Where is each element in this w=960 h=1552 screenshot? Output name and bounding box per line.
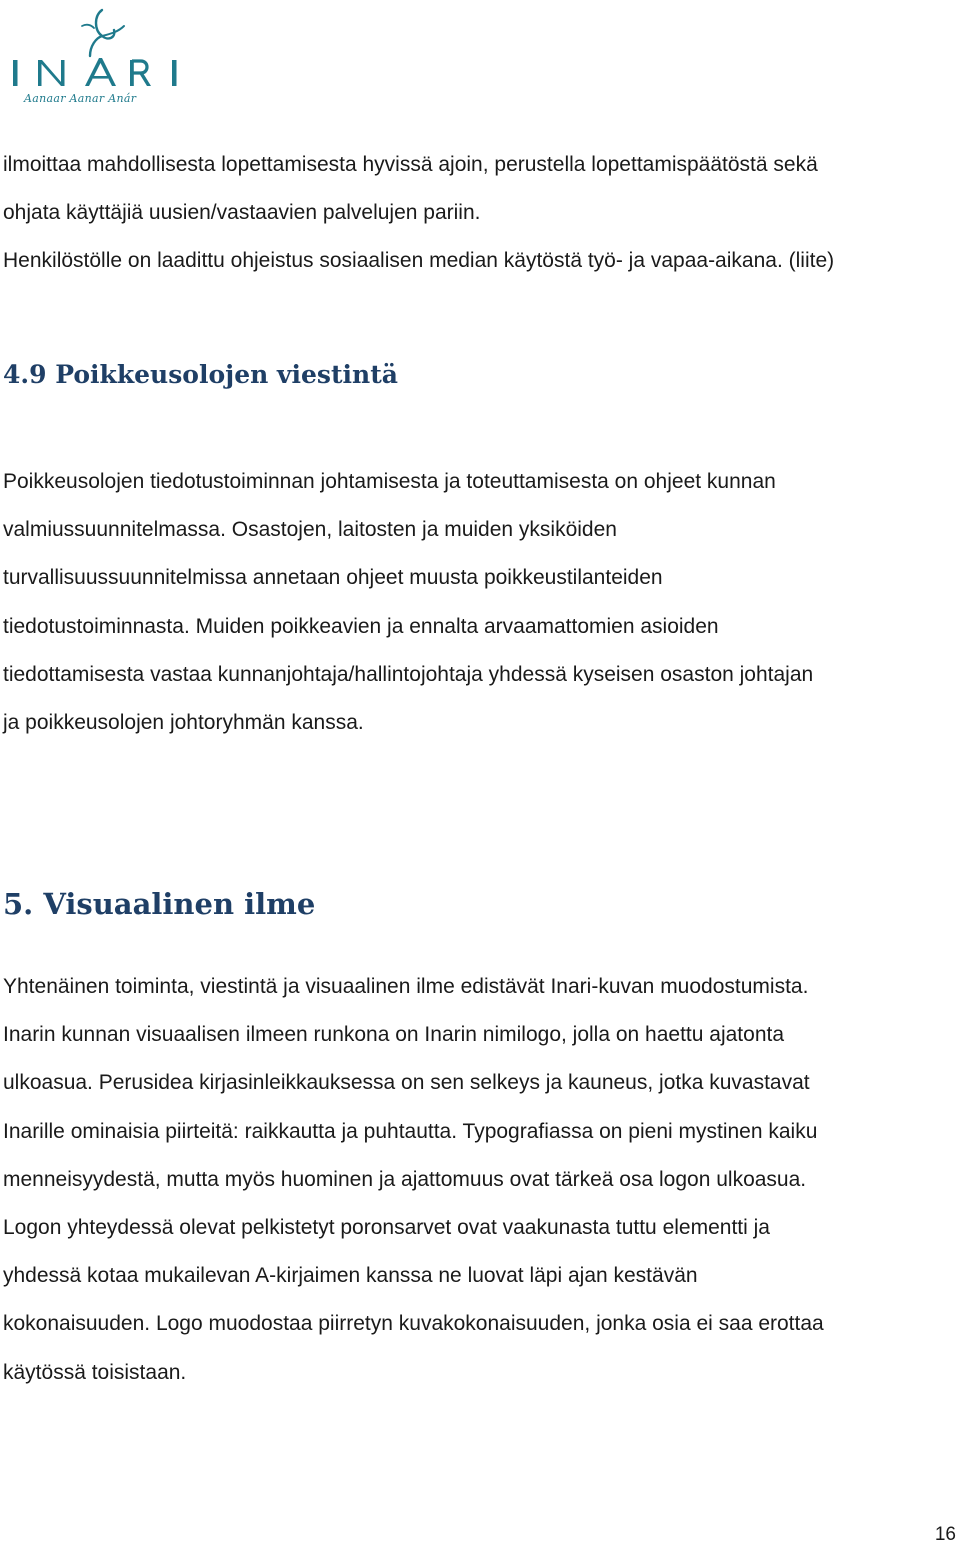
text-line: ja poikkeusolojen johtoryhmän kanssa. (3, 711, 364, 735)
text-line: Inarin kunnan visuaalisen ilmeen runkona on Inarin nimilogo, jolla on haettu ajatonta (3, 1023, 785, 1047)
text-line: tiedottamisesta vastaa kunnanjohtaja/hallintojohtaja yhdessä kyseisen osaston johtajan (3, 662, 814, 686)
section-heading: 5. Visuaalinen ilme (3, 887, 316, 921)
antler-logo-icon (10, 6, 185, 106)
text-line: yhdessä kotaa mukailevan A-kirjaimen kanssa ne luovat läpi ajan kestävän (3, 1264, 698, 1288)
text-line: Inarille ominaisia piirteitä: raikkautta ja puhtautta. Typografiassa on pieni mystinen kaiku (3, 1119, 818, 1143)
text-line: Logon yhteydessä olevat pelkistetyt poronsarvet ovat vaakunasta tuttu elementti ja (3, 1216, 770, 1240)
text-line: kokonaisuuden. Logo muodostaa piirretyn kuvakokonaisuuden, jonka osia ei saa erottaa (3, 1312, 824, 1336)
text-line: Poikkeusolojen tiedotustoiminnan johtamisesta ja toteuttamisesta on ohjeet kunnan (3, 470, 776, 493)
text-line: Henkilöstölle on laadittu ohjeistus sosiaalisen median käytöstä työ- ja vapaa-aikana. (liite) (3, 249, 835, 273)
section-heading: 4.9 Poikkeusolojen viestintä (3, 360, 398, 389)
text-line: ulkoasua. Perusidea kirjasinleikkauksessa on sen selkeys ja kauneus, jotka kuvastavat (3, 1071, 810, 1095)
text-line: turvallisuussuunnitelmissa annetaan ohjeet muusta poikkeustilanteiden (3, 566, 663, 590)
text-line: käytössä toisistaan. (3, 1360, 187, 1384)
section-5-paragraph (3, 963, 953, 1397)
svg-text:Aanaar Aanar Anár: Aanaar Aanar Anár (24, 92, 137, 105)
text-line: ilmoittaa mahdollisesta lopettamisesta hyvissä ajoin, perustella lopettamispäätöstä sekä (3, 153, 818, 176)
section-49-paragraph (3, 458, 953, 747)
text-line: menneisyydestä, mutta myös huominen ja ajattomuus ovat tärkeä osa logon ulkoasua. (3, 1167, 807, 1191)
intro-paragraph (3, 141, 953, 286)
page-number: 16 (934, 1524, 956, 1545)
inari-logo (10, 6, 185, 106)
text-line: ohjata käyttäjiä uusien/vastaavien palvelujen pariin. (3, 201, 481, 225)
text-line: valmiussuunnitelmassa. Osastojen, laitosten ja muiden yksiköiden (3, 518, 617, 542)
text-line: tiedotustoiminnasta. Muiden poikkeavien ja ennalta arvaamattomien asioiden (3, 614, 719, 638)
text-line: Yhtenäinen toiminta, viestintä ja visuaalinen ilme edistävät Inari-kuvan muodostumista. (3, 975, 809, 998)
